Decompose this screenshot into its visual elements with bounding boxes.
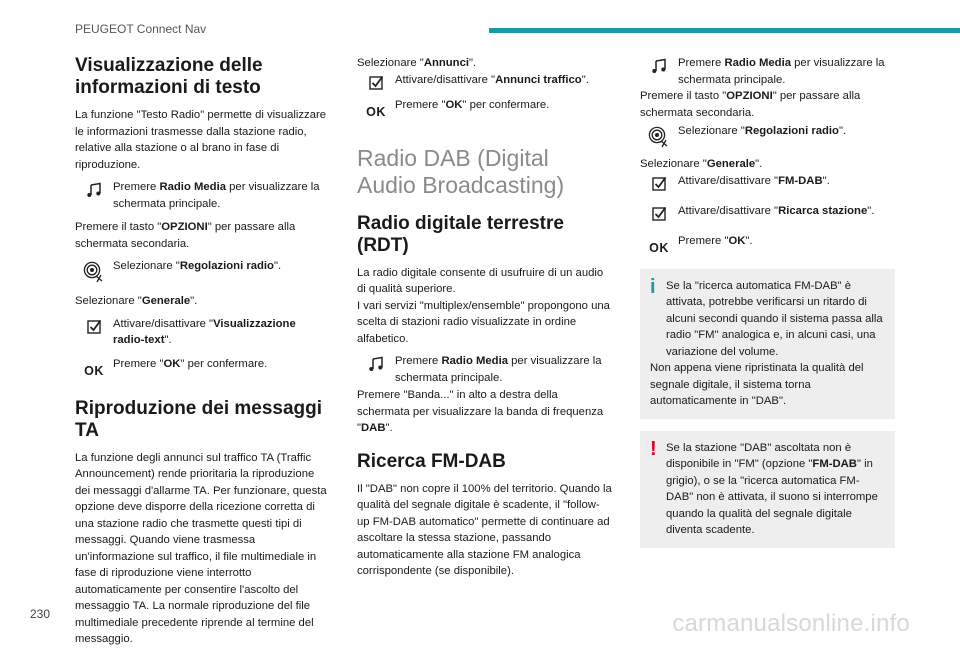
- step-text: Premere Radio Media per visualizzare la schermata principale.: [395, 355, 602, 384]
- heading-rdt: Radio digitale terrestre (RDT): [357, 212, 564, 256]
- para-band: Premere "Banda..." in alto a destra della schermata per visualizzare la banda di frequenza "DAB".: [357, 389, 604, 434]
- step-ok: [357, 97, 612, 119]
- para-announcements: Selezionare "Annunci".: [357, 57, 477, 69]
- step-toggle-station: [640, 203, 895, 221]
- checkbox-icon: [652, 206, 667, 221]
- header-accent-bar: [489, 28, 960, 33]
- heading-dab: Radio DAB (Digital Audio Broadcasting): [357, 144, 565, 198]
- para-options: Premere il tasto "OPZIONI" per passare alla schermata secondaria.: [640, 90, 861, 119]
- checkbox-icon: [87, 319, 102, 334]
- para-options: Premere il tasto "OPZIONI" per passare alla schermata secondaria.: [75, 221, 296, 250]
- heading-ta: Riproduzione dei messaggi TA: [75, 397, 323, 441]
- info-note: [640, 269, 895, 419]
- warning-note: [640, 431, 895, 548]
- step-text: Attivare/disattivare "FM-DAB".: [678, 174, 830, 187]
- para-general: Selezionare "Generale".: [640, 158, 763, 170]
- step-radio-media: [640, 55, 895, 88]
- watermark: carmanualsonline.info: [672, 610, 910, 637]
- page-number: 230: [30, 607, 51, 621]
- step-radio-media: [357, 353, 612, 386]
- info-icon: i: [650, 275, 656, 298]
- step-text: Premere "OK" per confermare.: [113, 357, 268, 370]
- step-toggle-radiotext: [75, 316, 330, 349]
- step-toggle-fm-dab: [640, 173, 895, 191]
- column-2: [357, 55, 612, 586]
- step-toggle-traffic: [357, 72, 612, 90]
- radio-waves-icon: [648, 126, 670, 148]
- step-text: Attivare/disattivare "Ricarca stazione".: [678, 204, 875, 217]
- step-text: Premere "OK" per confermare.: [395, 98, 550, 111]
- music-note-icon: [651, 58, 667, 74]
- para-fm-dab: Il "DAB" non copre il 100% del territorio. Quando la qualità del segnale digitale è scadente, il "follow-up FM-DAB automatico" permette di continuare ad ascoltare la stessa stazione, passando automaticamente alla stazione FM analogica corrispondente (se disponibile).: [357, 482, 612, 577]
- para-rds: La funzione "Testo Radio" permette di visualizzare le informazioni trasmesse dalla stazione radio, relative alla stazione o al brano in fase di riproduzione.: [75, 109, 327, 171]
- step-radio-settings: [640, 123, 895, 148]
- step-text: Attivare/disattivare "Visualizzazione radio-text".: [113, 317, 296, 346]
- ok-icon: OK: [84, 363, 104, 378]
- step-text: Premere Radio Media per visualizzare la schermata principale.: [678, 57, 885, 86]
- info-text-2: Non appena viene ripristinata la qualità del segnale digitale, il sistema torna automaticamente in "DAB".: [650, 362, 864, 407]
- ok-icon: OK: [366, 104, 386, 119]
- step-ok: [640, 233, 895, 255]
- column-1: [75, 55, 330, 654]
- step-text: Attivare/disattivare "Annunci traffico".: [395, 73, 589, 86]
- heading-fm-dab: Ricerca FM-DAB: [357, 450, 506, 472]
- step-text: Selezionare "Regolazioni radio".: [113, 260, 282, 272]
- music-note-icon: [86, 182, 102, 198]
- header-title: PEUGEOT Connect Nav: [75, 22, 207, 36]
- step-radio-media: [75, 179, 330, 212]
- checkbox-icon: [652, 176, 667, 191]
- music-note-icon: [368, 356, 384, 372]
- column-3: [640, 55, 895, 560]
- para-general: Selezionare "Generale".: [75, 295, 198, 307]
- ok-icon: OK: [649, 240, 669, 255]
- step-text: Premere Radio Media per visualizzare la schermata principale.: [113, 181, 320, 210]
- warning-icon: !: [650, 437, 657, 460]
- step-radio-settings: [75, 258, 330, 283]
- para-ta: La funzione degli annunci sul traffico TA (Traffic Announcement) rende prioritaria la riproduzione dei messaggi d'allarme TA. Per funzionare, questa opzione deve disporre della ricezione corretta di una stazione radio che trasmette questi tipi di messaggi. Quando viene trasmessa un'informazione sul traffico, il file multimediale in fase di riproduzione viene interrotto automaticamente per consentire l'ascolto del messaggio TA. La normale riproduzione del file multimediale precedente riprende al termine del messaggio.: [75, 451, 327, 645]
- info-text-1: Se la "ricerca automatica FM-DAB" è attivata, potrebbe verificarsi un ritardo di alcuni secondi quando il sistema passa alla radio "FM" analogica e, in alcuni casi, una variazione del volume.: [666, 279, 883, 358]
- step-text: Premere "OK".: [678, 234, 753, 247]
- para-rdt-1: La radio digitale consente di usufruire di un audio di qualità superiore.: [357, 266, 604, 295]
- step-text: Selezionare "Regolazioni radio".: [678, 125, 847, 137]
- para-rdt-2: I vari servizi "multiplex/ensemble" propongono una scelta di stazioni radio visualizzate in ordine alfabetico.: [357, 299, 610, 345]
- warning-text: Se la stazione "DAB" ascoltata non è disponibile in "FM" (opzione "FM-DAB" in grigio), o se la "ricerca automatica FM-DAB" non è attivata, il suono si interrompe quando la qualità del segnale digitale diventa scadente.: [666, 441, 878, 536]
- radio-waves-icon: [83, 261, 105, 283]
- heading-rds: Visualizzazione delle informazioni di testo: [75, 55, 263, 98]
- step-ok: [75, 356, 330, 378]
- checkbox-icon: [369, 75, 384, 90]
